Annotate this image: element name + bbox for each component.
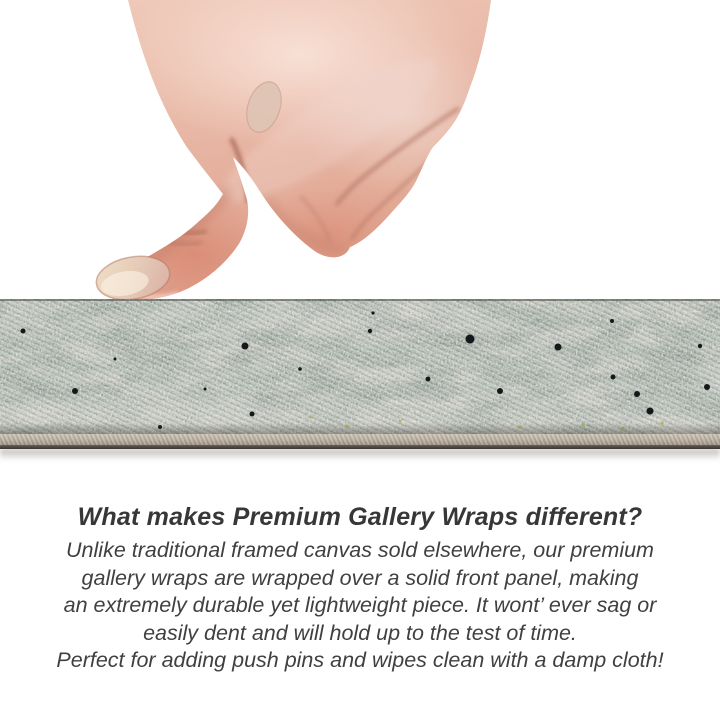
canvas-painted-face [0,299,720,434]
hand-illustration [0,0,720,310]
info-heading: What makes Premium Gallery Wraps different? [77,503,643,531]
info-line-1: Unlike traditional framed canvas sold elsewhere, our premium [66,538,654,562]
hand-photo [0,0,720,310]
canvas-texture [0,299,720,434]
canvas-drop-shadow [0,449,720,463]
info-line-5: Perfect for adding push pins and wipes clean with a damp cloth! [56,648,664,673]
info-line-2: gallery wraps are wrapped over a solid front panel, making [81,565,639,590]
info-section [0,502,720,675]
info-line-3: an extremely durable yet lightweight piece. It wont’ ever sag or [63,593,657,618]
canvas-side-edge [0,434,720,445]
info-line-4: easily dent and will hold up to the test of time. [143,620,577,645]
